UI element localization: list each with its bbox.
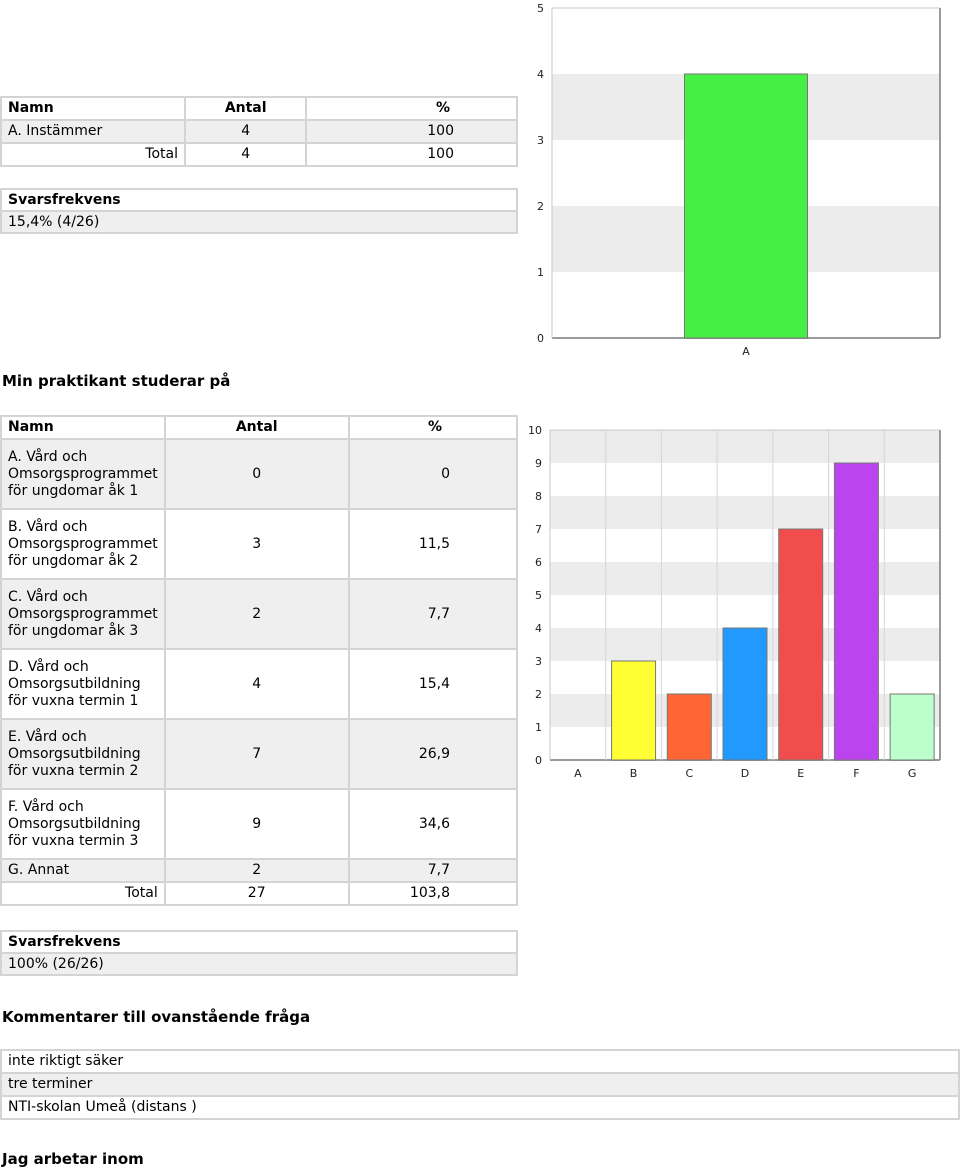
y-tick-label: 3 [537, 134, 544, 147]
bar-d [723, 628, 767, 760]
comment-text: tre terminer [1, 1073, 959, 1096]
y-tick-label: 1 [535, 721, 542, 734]
y-tick-label: 7 [535, 523, 542, 536]
svar-value: 100% (26/26) [1, 953, 517, 975]
table-header-row [1, 97, 517, 120]
y-tick-label: 10 [528, 424, 542, 437]
svar-label: Svarsfrekvens [1, 189, 517, 211]
row-pct: 26,9 [349, 719, 517, 789]
row-antal: 3 [165, 509, 349, 579]
row-pct: 11,5 [349, 509, 517, 579]
grid-band [550, 496, 940, 529]
col-header-antal: Antal [165, 416, 349, 439]
grid-band [550, 562, 940, 595]
x-tick-label: B [629, 767, 638, 780]
total-antal: 4 [185, 143, 306, 166]
table-row [1, 719, 517, 789]
comment-text: inte riktigt säker [1, 1050, 959, 1073]
col-header-pct: % [306, 97, 517, 120]
table-row [1, 120, 517, 143]
x-tick-label: A [574, 767, 582, 780]
table-header-row [1, 416, 517, 439]
q1-svarsfrekvens-table [0, 188, 518, 234]
row-name: D. Vård och Omsorgsutbildning för vuxna termin 1 [1, 649, 165, 719]
y-tick-label: 4 [535, 622, 542, 635]
svar-value: 15,4% (4/26) [1, 211, 517, 233]
grid-band [550, 529, 940, 562]
q2-results-table [0, 415, 518, 906]
bar-c [667, 694, 711, 760]
grid-band [550, 463, 940, 496]
question-title: Min praktikant studerar på [2, 372, 231, 390]
comment-text: NTI-skolan Umeå (distans ) [1, 1096, 959, 1119]
row-name: G. Annat [1, 859, 165, 882]
bar-b [612, 661, 656, 760]
grid-band [550, 595, 940, 628]
table-row [1, 649, 517, 719]
q1-bar-chart [520, 0, 960, 362]
y-tick-label: 5 [535, 589, 542, 602]
y-tick-label: 0 [535, 754, 542, 767]
row-pct: 15,4 [349, 649, 517, 719]
bar-f [834, 463, 878, 760]
y-tick-label: 3 [535, 655, 542, 668]
x-tick-label: G [907, 767, 917, 780]
table-row [1, 509, 517, 579]
comments-table [0, 1049, 960, 1120]
row-antal: 4 [185, 120, 306, 143]
grid-band [550, 430, 940, 463]
q1-results-table [0, 96, 518, 167]
row-name: F. Vård och Omsorgsutbildning för vuxna termin 3 [1, 789, 165, 859]
col-header-antal: Antal [185, 97, 306, 120]
x-tick-label: D [740, 767, 750, 780]
row-name: E. Vård och Omsorgsutbildning för vuxna termin 2 [1, 719, 165, 789]
svar-header-row [1, 931, 517, 953]
y-tick-label: 1 [537, 266, 544, 279]
y-tick-label: 6 [535, 556, 542, 569]
svar-value-row [1, 953, 517, 975]
x-tick-label: C [685, 767, 694, 780]
comments-title: Kommentarer till ovanstående fråga [2, 1008, 311, 1026]
comment-row [1, 1096, 959, 1119]
row-antal: 9 [165, 789, 349, 859]
y-tick-label: 9 [535, 457, 542, 470]
comment-row [1, 1050, 959, 1073]
row-name: B. Vård och Omsorgsprogrammet för ungdomar åk 2 [1, 509, 165, 579]
row-pct: 7,7 [349, 859, 517, 882]
table-row [1, 789, 517, 859]
next-question-title: Jag arbetar inom [2, 1150, 144, 1168]
bar-g [890, 694, 934, 760]
row-antal: 2 [165, 579, 349, 649]
x-tick-label: F [853, 767, 860, 780]
table-row [1, 439, 517, 509]
row-pct: 7,7 [349, 579, 517, 649]
row-name: C. Vård och Omsorgsprogrammet för ungdomar åk 3 [1, 579, 165, 649]
total-antal: 27 [165, 882, 349, 905]
total-label: Total [1, 143, 185, 166]
row-pct: 0 [349, 439, 517, 509]
svar-value-row [1, 211, 517, 233]
total-row [1, 882, 517, 905]
y-tick-label: 5 [537, 2, 544, 15]
row-antal: 2 [165, 859, 349, 882]
row-antal: 0 [165, 439, 349, 509]
q2-bar-chart [520, 420, 960, 785]
svar-label: Svarsfrekvens [1, 931, 517, 953]
y-tick-label: 2 [537, 200, 544, 213]
svar-header-row [1, 189, 517, 211]
table-row [1, 579, 517, 649]
q2-svarsfrekvens-table [0, 930, 518, 976]
row-antal: 4 [165, 649, 349, 719]
col-header-pct: % [349, 416, 517, 439]
col-header-namn: Namn [1, 416, 165, 439]
x-tick-label: A [742, 345, 750, 358]
y-tick-label: 4 [537, 68, 544, 81]
row-pct: 100 [306, 120, 517, 143]
bar-e [779, 529, 823, 760]
row-antal: 7 [165, 719, 349, 789]
x-tick-label: E [797, 767, 805, 780]
total-row [1, 143, 517, 166]
y-tick-label: 2 [535, 688, 542, 701]
comment-row [1, 1073, 959, 1096]
y-tick-label: 8 [535, 490, 542, 503]
total-pct: 100 [306, 143, 517, 166]
row-name: A. Instämmer [1, 120, 185, 143]
total-pct: 103,8 [349, 882, 517, 905]
row-name: A. Vård och Omsorgsprogrammet för ungdomar åk 1 [1, 439, 165, 509]
col-header-namn: Namn [1, 97, 185, 120]
total-label: Total [1, 882, 165, 905]
y-tick-label: 0 [537, 332, 544, 345]
grid-band [552, 8, 940, 74]
bar-a [685, 74, 808, 338]
table-row [1, 859, 517, 882]
row-pct: 34,6 [349, 789, 517, 859]
